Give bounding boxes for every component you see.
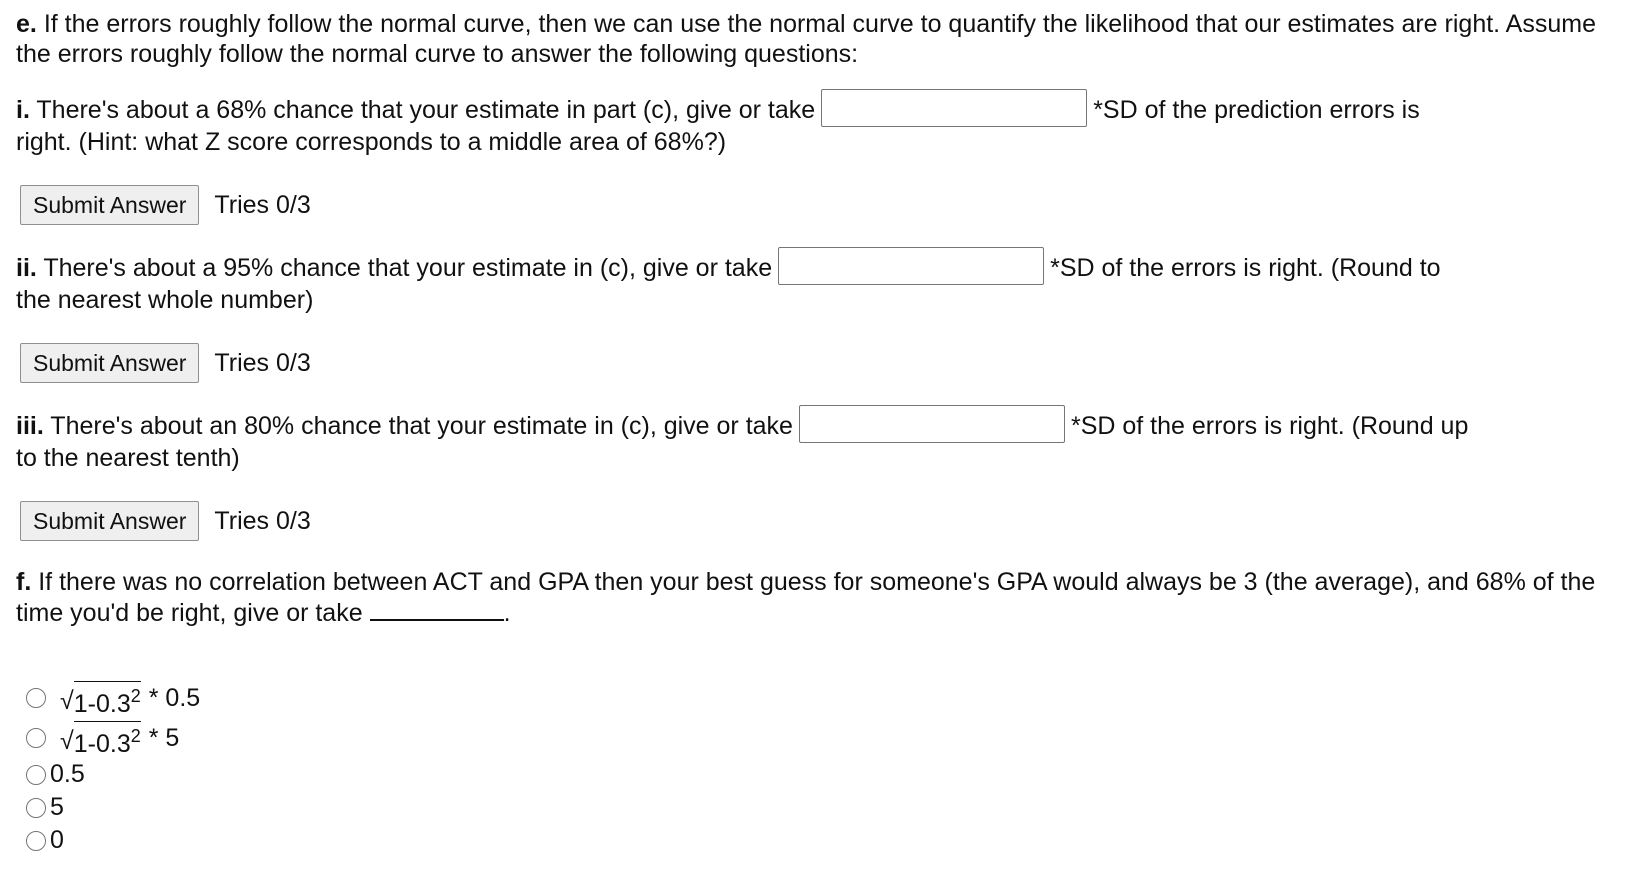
sqrt-icon: √ (60, 726, 74, 755)
question-iii-submit-button[interactable]: Submit Answer (20, 501, 199, 541)
question-iii-label: iii. (16, 412, 44, 440)
question-iii-answer-input[interactable] (799, 405, 1065, 443)
part-f-text: If there was no correlation between ACT and GPA then your best guess for someone's GPA would always be 3 (the average), and 68% of the time you'd be right, give or take (16, 568, 1596, 627)
question-iii-tries: Tries 0/3 (214, 506, 311, 535)
question-i-text: There's about a 68% chance that your estimate in part (c), give or take (36, 96, 816, 124)
question-ii-answer-input[interactable] (778, 247, 1044, 285)
option-label: 5 (50, 793, 64, 821)
radio-button[interactable] (26, 831, 46, 851)
question-i-answer-input[interactable] (821, 89, 1087, 127)
radicand (74, 681, 141, 716)
radio-button[interactable] (26, 728, 46, 748)
option-5[interactable] (26, 791, 200, 824)
option-0[interactable] (26, 824, 200, 857)
part-f-period: . (503, 599, 511, 627)
part-e-label: e. (16, 10, 37, 38)
option-multiplier: * 5 (148, 723, 180, 752)
question-ii (16, 253, 1610, 315)
question-i-submit-button[interactable]: Submit Answer (20, 185, 199, 225)
question-ii-tries: Tries 0/3 (214, 348, 311, 377)
question-iii-text: There's about an 80% chance that your estimate in (c), give or take (50, 412, 793, 440)
question-iii (16, 411, 1610, 473)
part-f-blank (370, 597, 504, 621)
option-label: 0.5 (50, 760, 85, 788)
question-i-submit-row (20, 185, 311, 225)
part-f-label: f. (16, 568, 32, 596)
radicand-base: 1-0.3 (73, 689, 131, 718)
sqrt-expression (60, 681, 141, 716)
sqrt-expression (60, 721, 141, 756)
question-i-line2: right. (Hint: what Z score corresponds to a middle area of 68%?) (16, 128, 727, 157)
sqrt-icon: √ (60, 686, 74, 715)
question-ii-submit-button[interactable]: Submit Answer (20, 343, 199, 383)
option-multiplier: * 0.5 (148, 683, 201, 712)
question-iii-submit-row (20, 501, 311, 541)
question-ii-line2: the nearest whole number) (16, 286, 314, 315)
question-i-label: i. (16, 96, 30, 124)
part-f-options (26, 678, 200, 857)
radicand-base: 1-0.3 (73, 729, 131, 758)
option-sqrt-0-5[interactable] (26, 678, 200, 718)
part-f-question (16, 567, 1610, 628)
question-ii-after-text: *SD of the errors is right. (Round to (1050, 254, 1441, 282)
radicand (74, 721, 141, 756)
radio-button[interactable] (26, 798, 46, 818)
question-i-tries: Tries 0/3 (214, 190, 311, 219)
option-label: 0 (50, 826, 64, 854)
question-ii-submit-row (20, 343, 311, 383)
question-iii-after-text: *SD of the errors is right. (Round up (1070, 412, 1469, 440)
radicand-exponent: 2 (130, 685, 141, 706)
part-e-intro (16, 9, 1610, 69)
option-sqrt-5[interactable] (26, 718, 200, 758)
part-e-text: If the errors roughly follow the normal curve, then we can use the normal curve to quantify the likelihood that our estimates are right. Assume the errors roughly follow the normal curve to answer the following questions: (16, 10, 1596, 68)
radicand-exponent: 2 (130, 725, 141, 746)
radio-button[interactable] (26, 765, 46, 785)
question-iii-line2: to the nearest tenth) (16, 444, 240, 473)
question-ii-label: ii. (16, 254, 37, 282)
option-0-5[interactable] (26, 758, 200, 791)
question-i (16, 95, 1610, 157)
radio-button[interactable] (26, 688, 46, 708)
question-ii-text: There's about a 95% chance that your estimate in (c), give or take (43, 254, 773, 282)
question-i-after-text: *SD of the prediction errors is (1093, 96, 1420, 124)
